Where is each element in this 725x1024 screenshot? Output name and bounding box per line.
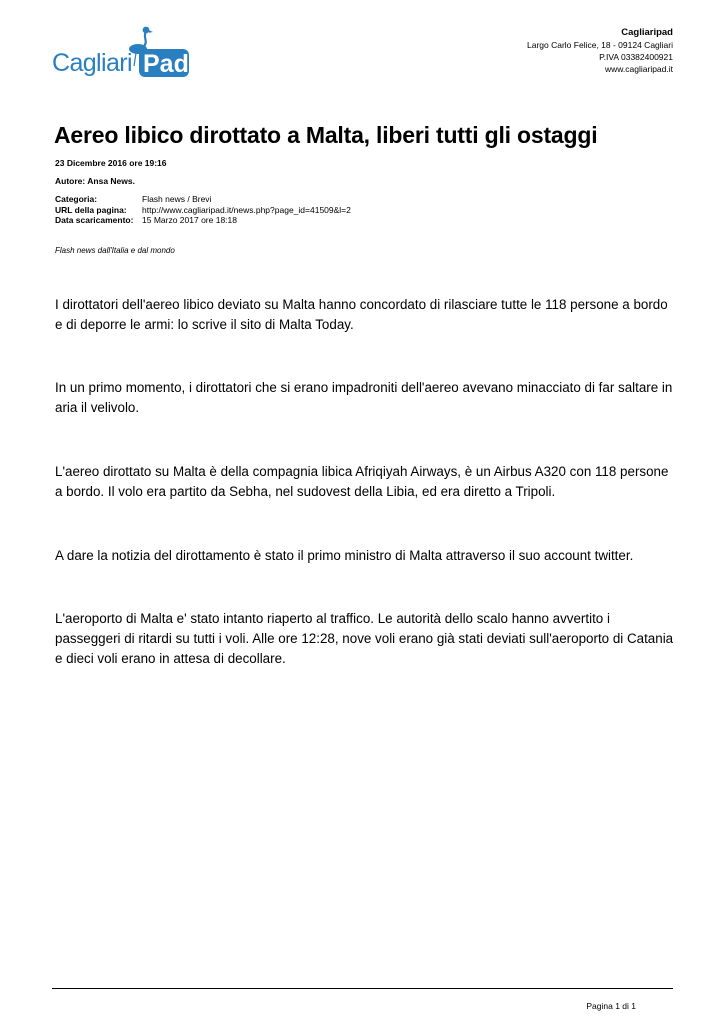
section-note: Flash news dall'Italia e dal mondo xyxy=(55,246,175,255)
organization-vat: P.IVA 03382400921 xyxy=(599,52,673,62)
organization-website: www.cagliaripad.it xyxy=(604,64,673,74)
page-number: Pagina 1 di 1 xyxy=(586,1001,636,1011)
organization-address: Largo Carlo Felice, 18 - 09124 Cagliari xyxy=(527,40,673,50)
meta-key: Data scaricamento: xyxy=(55,215,134,225)
article-title: Aereo libico dirottato a Malta, liberi tutti gli ostaggi xyxy=(54,122,598,148)
meta-value: Flash news / Brevi xyxy=(142,194,212,204)
article-paragraph: L'aereo dirottato su Malta è della compagnia libica Afriqiyah Airways, è un Airbus A320 con 118 persone a bordo. Il volo era partito da Sebha, nel sudovest della Libia, ed era diretto a Tripoli. xyxy=(55,464,669,499)
article-author: Autore: Ansa News. xyxy=(55,176,135,186)
meta-row-category xyxy=(55,194,351,205)
article-paragraph: A dare la notizia del dirottamento è stato il primo ministro di Malta attraverso il suo account twitter. xyxy=(55,548,634,563)
article-paragraph: I dirottatori dell'aereo libico deviato su Malta hanno concordato di rilasciare tutte le 118 persone a bordo e di deporre le armi: lo scrive il sito di Malta Today. xyxy=(55,297,668,332)
meta-value: 15 Marzo 2017 ore 18:18 xyxy=(142,215,237,225)
article-date: 23 Dicembre 2016 ore 19:16 xyxy=(55,158,167,168)
meta-value-url[interactable]: http://www.cagliaripad.it/news.php?page_id=41509&l=2 xyxy=(142,204,351,215)
organization-name: Cagliaripad xyxy=(621,27,673,38)
meta-key: Categoria: xyxy=(55,194,98,204)
meta-key: URL della pagina: xyxy=(55,204,127,215)
article-paragraph: In un primo momento, i dirottatori che si erano impadroniti dell'aereo avevano minacciato di far saltare in aria il velivolo. xyxy=(55,380,673,415)
cagliaripad-logo xyxy=(50,22,192,84)
article-meta-table xyxy=(55,194,351,226)
meta-row-url xyxy=(55,205,351,216)
meta-row-download-date xyxy=(55,215,351,226)
organization-info xyxy=(527,27,673,75)
footer-divider xyxy=(52,988,673,989)
logo-text-pad: Pad xyxy=(143,50,189,78)
article-paragraph: L'aeroporto di Malta e' stato intanto riaperto al traffico. Le autorità dello scalo hanno avvertito i passeggeri di ritardi su tutti i voli. Alle ore 12:28, nove voli erano già stati deviati sull'aeroporto di Catania e dieci voli erano in attesa di decollare. xyxy=(55,611,674,666)
logo-text-cagliari: Cagliari xyxy=(52,49,132,77)
